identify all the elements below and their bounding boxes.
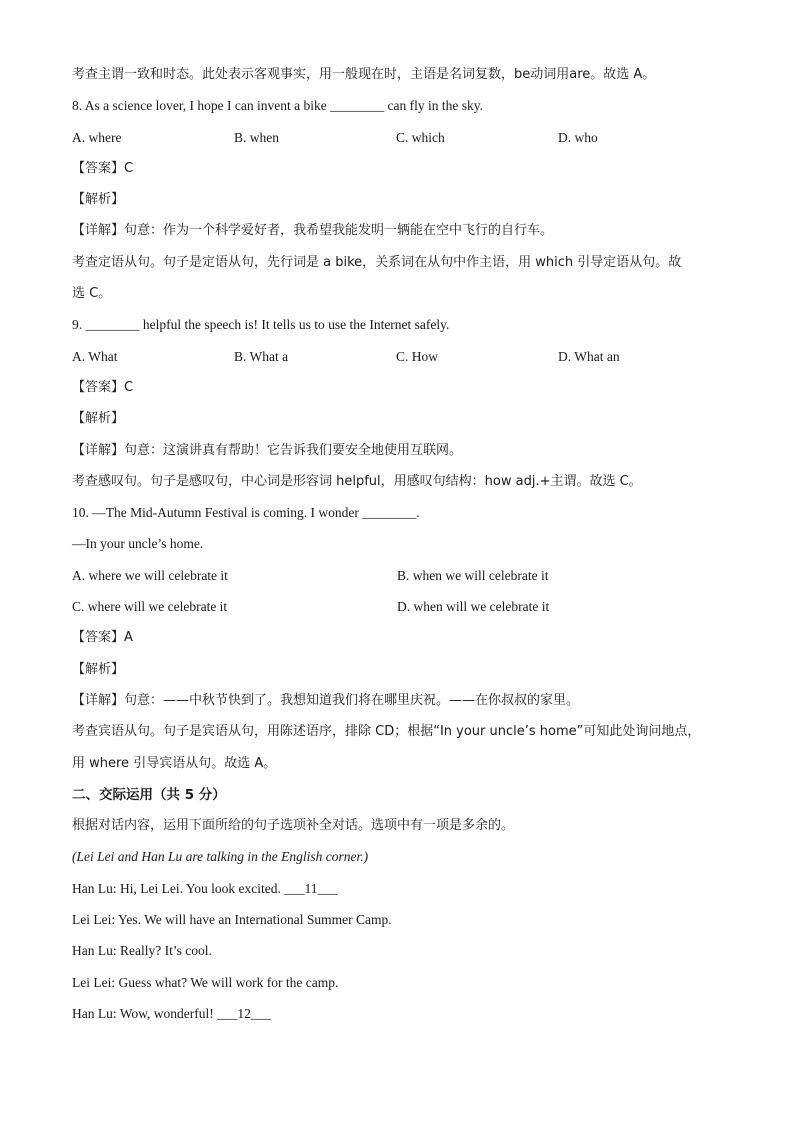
analysis-label: 【解析】	[72, 661, 125, 677]
blank-12: ___12___	[217, 1005, 272, 1021]
detail-line: 【详解】句意：作为一个科学爱好者，我希望我能发明一辆能在空中飞行的自行车。	[72, 223, 554, 239]
answer-label: 【答案】C	[72, 379, 134, 395]
option-c: C. How	[396, 348, 439, 364]
option-b: B. What a	[234, 348, 289, 364]
dialogue-line: Lei Lei: Yes. We will have an International Summer Camp.	[72, 912, 392, 928]
explanation-line: 考查定语从句。句子是定语从句，先行词是 a bike，关系词在从句中作主语，用 which 引导定语从句。故	[72, 254, 682, 270]
detail-line: 【详解】句意：这演讲真有帮助！它告诉我们要安全地使用互联网。	[72, 442, 463, 458]
section-heading: 二、交际运用（共 5 分）	[72, 786, 226, 803]
explanation-line: 考查主谓一致和时态。此处表示客观事实，用一般现在时，主语是名词复数，be动词用are。故选 A。	[72, 67, 656, 82]
option-b: B. when	[234, 129, 279, 145]
section-instructions: 根据对话内容，运用下面所给的句子选项补全对话。选项中有一项是多余的。	[72, 818, 515, 834]
question-10-options-row1	[72, 563, 722, 594]
answer-label: 【答案】A	[72, 630, 133, 646]
option-a: A. What	[72, 348, 118, 364]
analysis-label: 【解析】	[72, 192, 125, 208]
question-9: 9. ________ helpful the speech is! It tells us to use the Internet safely.	[72, 317, 450, 333]
dialogue-line	[72, 876, 722, 907]
question-8: 8. As a science lover, I hope I can invent a bike ________ can fly in the sky.	[72, 98, 483, 114]
blank-11: ___11___	[284, 880, 338, 896]
dialogue-line	[72, 1001, 722, 1032]
dialogue-line: Han Lu: Really? It’s cool.	[72, 943, 212, 959]
question-10-options-row2	[72, 594, 722, 625]
document-page	[72, 62, 722, 1032]
explanation-line: 选 C。	[72, 286, 112, 302]
option-d: D. What an	[558, 348, 620, 364]
explanation-line: 考查宾语从句。句子是宾语从句，用陈述语序，排除 CD；根据“In your uncle’s home”可知此处询问地点，	[72, 724, 701, 740]
option-c: C. which	[396, 129, 445, 145]
question-9-options	[72, 344, 722, 375]
question-8-options	[72, 125, 722, 156]
analysis-label: 【解析】	[72, 411, 125, 427]
dialogue-scene: (Lei Lei and Han Lu are talking in the English corner.)	[72, 849, 369, 865]
option-d: D. when will we celebrate it	[397, 599, 550, 615]
option-b: B. when we will celebrate it	[397, 567, 549, 583]
option-a: A. where	[72, 129, 122, 145]
dialogue-line: Lei Lei: Guess what? We will work for the camp.	[72, 974, 339, 990]
question-10: 10. —The Mid-Autumn Festival is coming. I wonder ________.	[72, 505, 420, 521]
answer-label: 【答案】C	[72, 160, 134, 176]
option-a: A. where we will celebrate it	[72, 567, 228, 583]
option-d: D. who	[558, 129, 598, 145]
explanation-line: 考查感叹句。句子是感叹句，中心词是形容词 helpful，用感叹句结构：how adj.+主谓。故选 C。	[72, 473, 642, 489]
dialogue-text: Han Lu: Hi, Lei Lei. You look excited.	[72, 880, 285, 896]
explanation-line: 用 where 引导宾语从句。故选 A。	[72, 755, 277, 771]
option-c: C. where will we celebrate it	[72, 599, 228, 615]
question-10-reply: —In your uncle’s home.	[72, 536, 204, 552]
dialogue-text: Han Lu: Wow, wonderful!	[72, 1005, 218, 1021]
detail-line: 【详解】句意：——中秋节快到了。我想知道我们将在哪里庆祝。——在你叔叔的家里。	[72, 692, 580, 708]
